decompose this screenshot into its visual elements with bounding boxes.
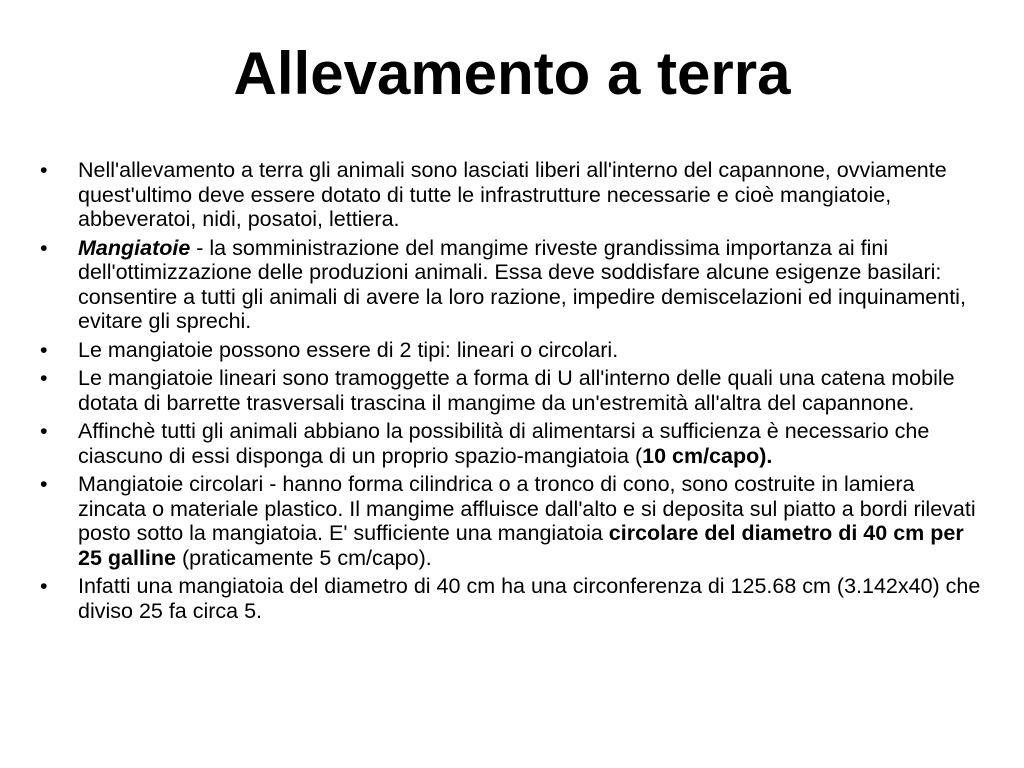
bullet-icon: • (40, 158, 48, 182)
bullet-text: Le mangiatoie possono essere di 2 tipi: lineari o circolari. (78, 337, 619, 362)
bullet-icon: • (40, 472, 48, 496)
bullet-icon: • (40, 235, 48, 260)
bullet-text: Affinchè tutti gli animali abbiano la possibilità di alimentarsi a sufficienza è necessario che ciascuno di essi disponga di un proprio spazio-mangiatoia ( (78, 419, 930, 468)
bullet-tail-text: (praticamente 5 cm/capo). (176, 545, 432, 570)
bullet-lead-term: Mangiatoie (78, 235, 191, 260)
bullet-bold-text: 10 cm/capo). (642, 443, 773, 468)
bullet-text: Nell'allevamento a terra gli animali sono lasciati liberi all'interno del capannone, ovviamente quest'ultimo deve essere dotato di tutte le infrastrutture necessarie e cioè mangiatoie, abbeveratoi, nidi, posatoi, lettiera. (78, 158, 947, 231)
bullet-text: - la somministrazione del mangime riveste grandissima importanza ai fini dell'ottimizzazione delle produzioni animali. Essa deve soddisfare alcune esigenze basilari: consentire a tutti gli animali di avere la loro razione, impedire demiscelazioni ed inquinamenti, evitare gli sprechi. (78, 235, 966, 333)
slide-title: Allevamento a terra (233, 40, 791, 107)
bullet-text: Infatti una mangiatoia del diametro di 40 cm ha una circonferenza di 125.68 cm (3.142x40) che diviso 25 fa circa 5. (78, 574, 981, 623)
bullet-item (38, 419, 988, 468)
bullet-item (38, 158, 988, 232)
bullet-icon: • (40, 419, 48, 443)
bullet-text: Le mangiatoie lineari sono tramoggette a forma di U all'interno delle quali una catena mobile dotata di barrette trasversali trascina il mangime da un'estremità all'altra del capannone. (78, 366, 955, 415)
bullet-bold-text: circolare del diametro di 40 cm per 25 galline (78, 521, 964, 570)
bullet-icon: • (40, 337, 48, 362)
bullet-text: Mangiatoie circolari - hanno forma cilindrica o a tronco di cono, sono costruite in lamiera zincata o materiale plastico. Il mangime affluisce dall'alto e si deposita sul piatto a bordi rilevati posto sotto la mangiatoia. E' sufficiente una mangiatoia (78, 472, 976, 545)
bullet-item (38, 574, 988, 623)
bullet-item (38, 366, 988, 415)
bullet-item (38, 472, 988, 570)
bullet-icon: • (40, 574, 48, 598)
bullet-list (38, 158, 988, 627)
bullet-item (38, 236, 988, 334)
bullet-icon: • (40, 366, 48, 390)
bullet-item (38, 338, 988, 363)
